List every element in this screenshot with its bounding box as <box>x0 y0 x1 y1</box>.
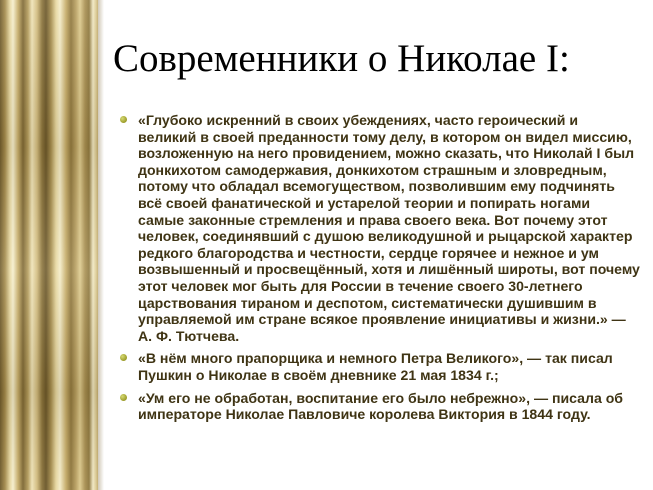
pillar-shading <box>0 0 98 490</box>
bullet-item-victoria-quote <box>120 390 640 423</box>
bullet-text: «Глубоко искренний в своих убеждениях, часто героический и великий в своей преданности тому делу, в котором он видел миссию, возложенную на него провидением, можно сказать, что Николай I был донкихотом самодержавия, донкихотом страшным и зловредным, потому что обладал всемогуществом, позволившим ему подчинять всё своей фанатической и устарелой теории и попирать ногами самые законные стремления и права своего века. Вот почему этот человек, соединявший с душою великодушной и рыцарской характер редкого благородства и честности, сердце горячее и нежное и ум возвышенный и просвещённый, хотя и лишённый широты, вот почему этот человек мог быть для России в течение своего 30-летнего царствования тираном и деспотом, систематически душившим в управляемой им стране всякое проявление инициативы и жизни.» — А. Ф. Тютчева. <box>138 112 640 344</box>
bullet-list <box>120 112 640 429</box>
bullet-text: «В нём много прапорщика и немного Петра Великого», — так писал Пушкин о Николае в своём дневнике 21 мая 1834 г.; <box>138 350 613 383</box>
slide-title: Современники о Николае I: <box>113 37 570 80</box>
bullet-dot-icon <box>120 394 127 401</box>
bullet-item-tyutcheva-quote <box>120 112 640 344</box>
pillar-edge-shadow <box>98 0 104 490</box>
bullet-dot-icon <box>120 354 127 361</box>
bullet-dot-icon <box>120 116 127 123</box>
bullet-item-pushkin-quote <box>120 350 640 383</box>
bullet-text: «Ум его не обработан, воспитание его было небрежно», — писала об императоре Николае Павловиче королева Виктория в 1844 году. <box>138 389 624 423</box>
